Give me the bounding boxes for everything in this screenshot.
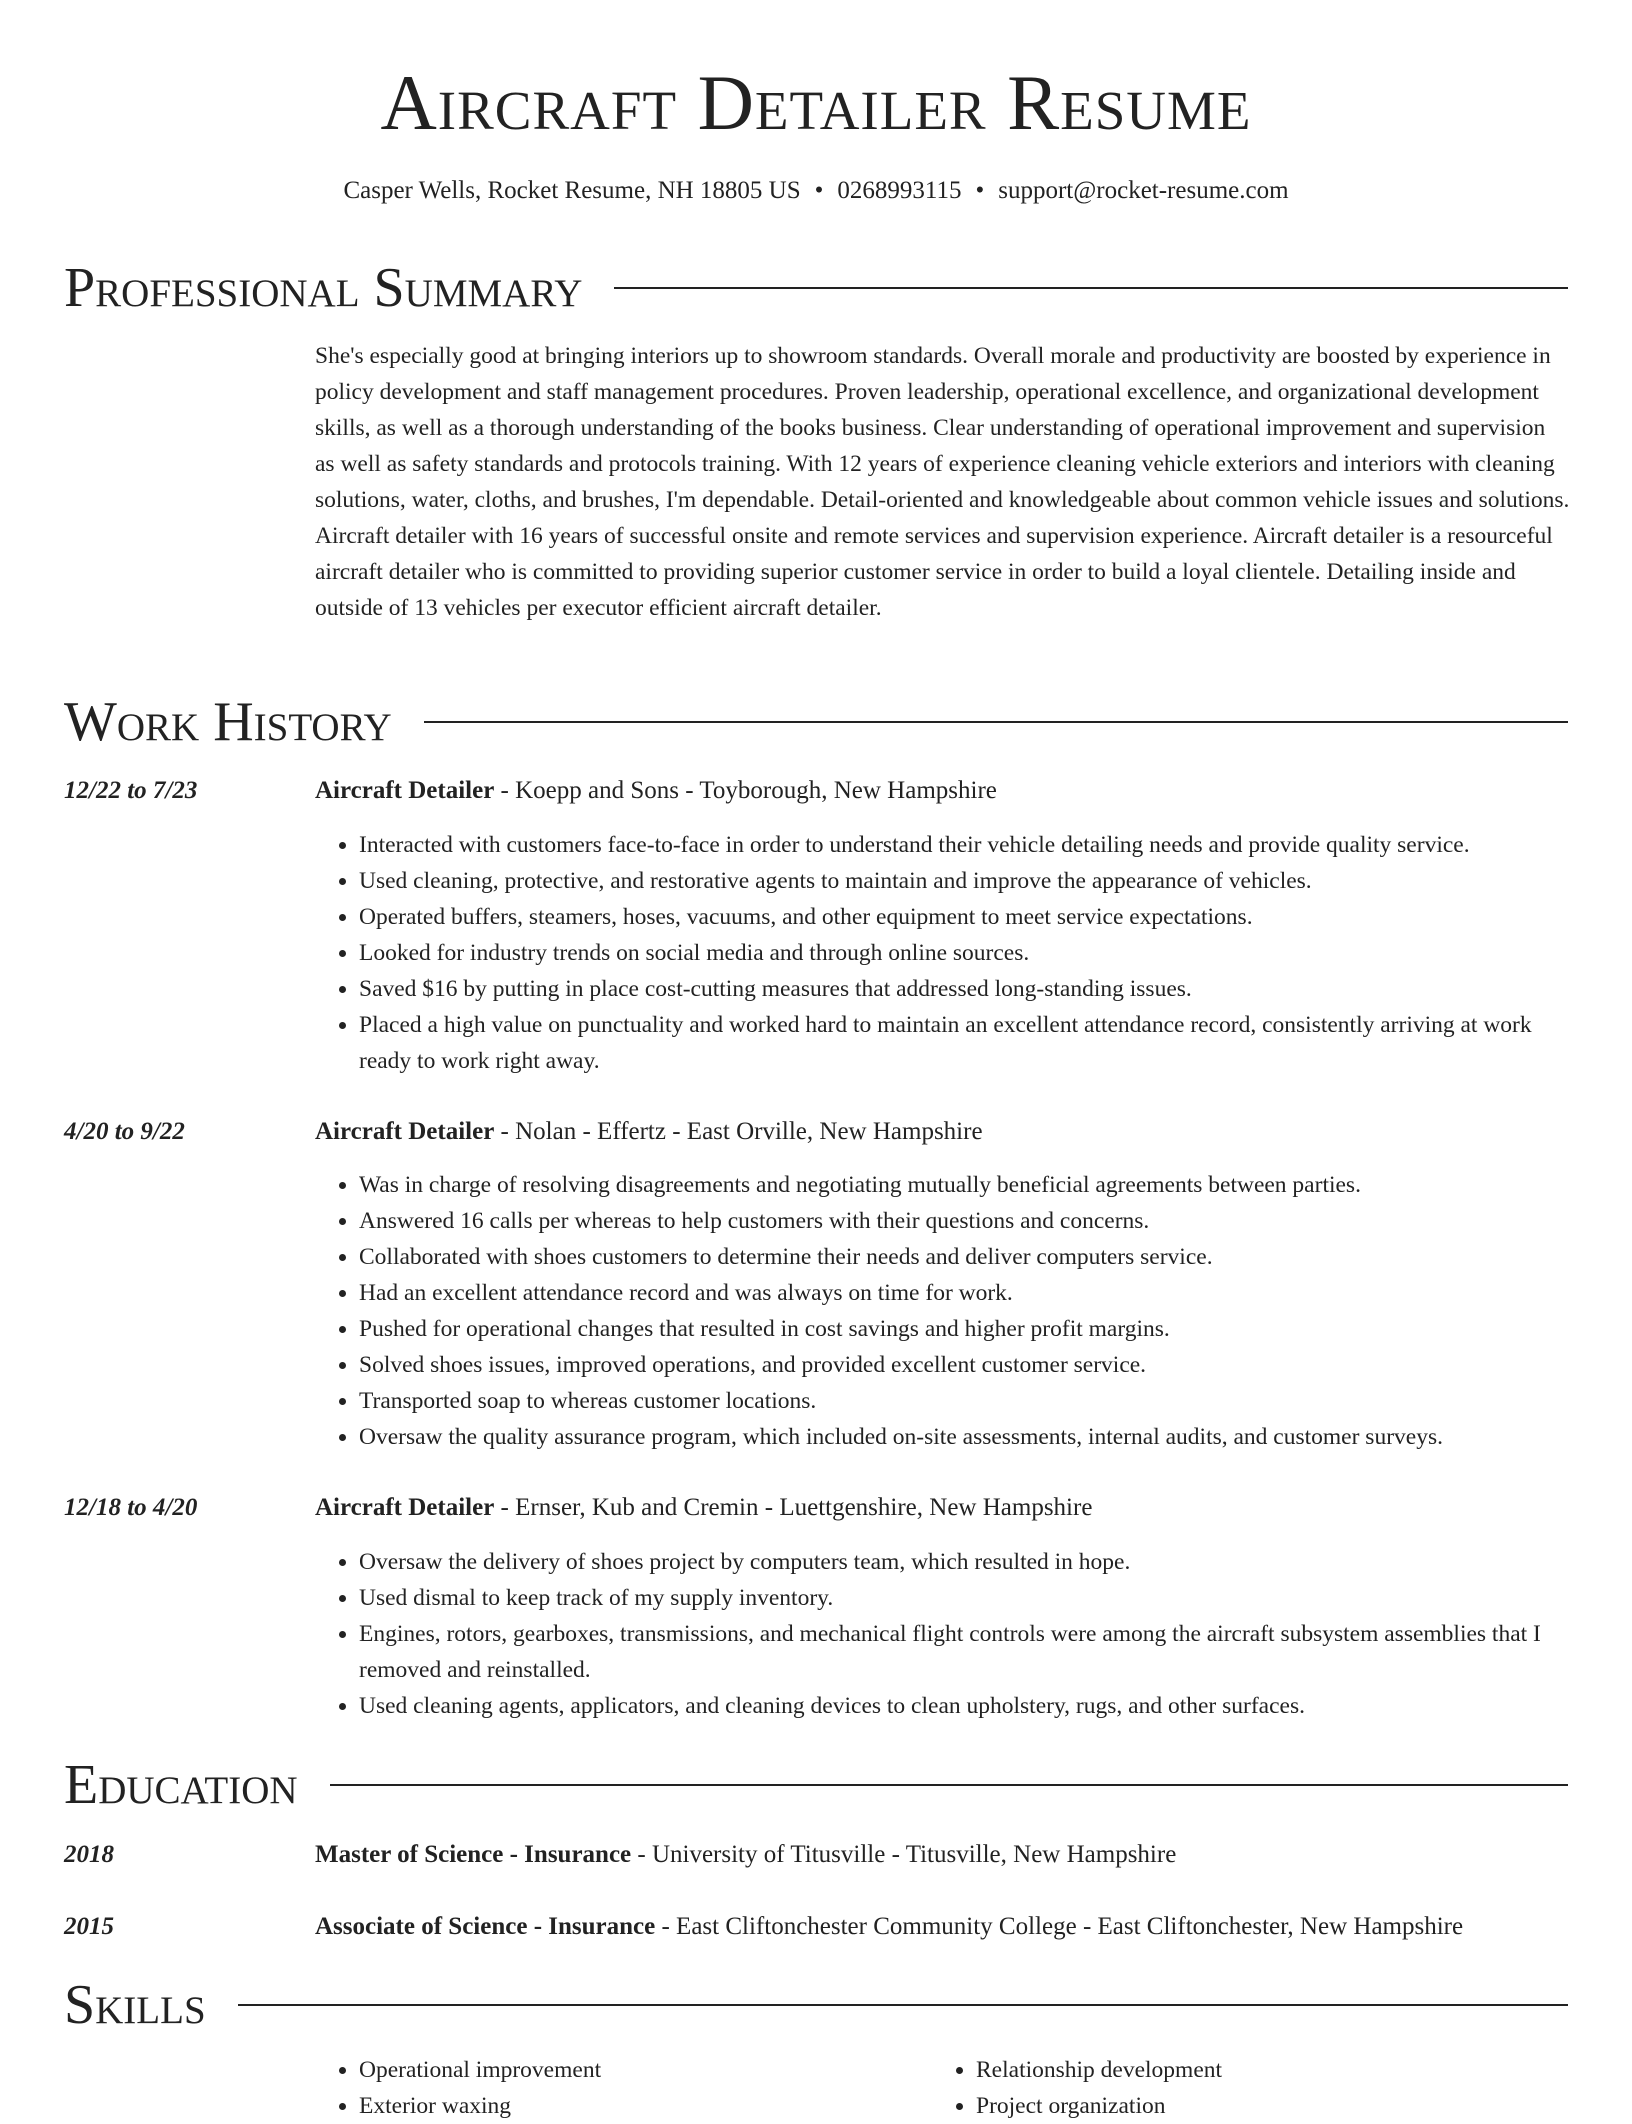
list-item: • Engines, rotors, gearboxes, transmissions, and mechanical flight controls were among the aircraft subsystem assemblies that I removed and reinstalled. <box>359 1616 1570 1688</box>
list-item: • Looked for industry trends on social media and through online sources. <box>359 935 1570 971</box>
list-item: • Used dismal to keep track of my supply inventory. <box>359 1580 1570 1616</box>
section-heading-work-history <box>64 689 1568 755</box>
education-degree: Master of Science - Insurance <box>315 1841 632 1868</box>
education-year: 2015 <box>64 1913 114 1940</box>
list-item: • Saved $16 by putting in place cost-cutting measures that addressed long-standing issues. <box>359 971 1570 1007</box>
list-item: • Used cleaning agents, applicators, and cleaning devices to clean upholstery, rugs, and other surfaces. <box>359 1688 1570 1724</box>
job-dates: 12/22 to 7/23 <box>64 777 198 804</box>
skill-item: • Exterior waxing <box>359 2088 959 2124</box>
job-bullet-list <box>315 1167 1570 1455</box>
list-item: • Solved shoes issues, improved operations, and provided excellent customer service. <box>359 1347 1570 1383</box>
education-year: 2018 <box>64 1841 114 1868</box>
job-employer: - Ernser, Kub and Cremin - Luettgenshire, New Hampshire <box>494 1494 1093 1521</box>
contact-email: support@rocket-resume.com <box>998 177 1289 204</box>
section-divider <box>238 2004 1568 2006</box>
list-item: • Collaborated with shoes customers to determine their needs and deliver computers service. <box>359 1239 1570 1275</box>
section-heading-summary <box>64 255 1568 321</box>
job-dates: 4/20 to 9/22 <box>64 1118 185 1145</box>
section-title: Work History <box>64 691 392 753</box>
section-title: Professional Summary <box>64 257 583 319</box>
job-role: Aircraft Detailer <box>315 1118 495 1145</box>
job-title-line <box>315 1114 1570 1150</box>
list-item: • Used cleaning, protective, and restorative agents to maintain and improve the appearance of vehicles. <box>359 863 1570 899</box>
contact-separator: • <box>814 177 824 204</box>
section-divider <box>330 1784 1568 1786</box>
job-bullet-list <box>315 1544 1570 1724</box>
list-item: • Had an excellent attendance record and was always on time for work. <box>359 1275 1570 1311</box>
contact-separator: • <box>975 177 985 204</box>
section-title: Education <box>64 1754 298 1816</box>
job-title-line <box>315 1490 1570 1526</box>
education-school: - East Cliftonchester Community College - East Cliftonchester, New Hampshire <box>655 1913 1464 1940</box>
list-item: • Answered 16 calls per whereas to help customers with their questions and concerns. <box>359 1203 1570 1239</box>
list-item: • Transported soap to whereas customer locations. <box>359 1383 1570 1419</box>
education-school: - University of Titusville - Titusville, New Hampshire <box>631 1841 1177 1868</box>
skill-item: • Operational improvement <box>359 2052 959 2088</box>
contact-phone: 0268993115 <box>837 177 962 204</box>
list-item: • Oversaw the quality assurance program, which included on-site assessments, internal audits, and customer surveys. <box>359 1419 1570 1455</box>
list-item: • Operated buffers, steamers, hoses, vacuums, and other equipment to meet service expectations. <box>359 899 1570 935</box>
job-dates: 12/18 to 4/20 <box>64 1494 198 1521</box>
education-degree: Associate of Science - Insurance <box>315 1913 656 1940</box>
resume-title: Aircraft Detailer Resume <box>380 59 1252 146</box>
skills-list-left <box>315 2052 959 2124</box>
list-item: • Placed a high value on punctuality and worked hard to maintain an excellent attendance record, consistently arriving at work ready to work right away. <box>359 1007 1570 1079</box>
job-role: Aircraft Detailer <box>315 777 495 804</box>
contact-line <box>0 174 1632 208</box>
list-item: • Was in charge of resolving disagreements and negotiating mutually beneficial agreements between parties. <box>359 1167 1570 1203</box>
section-divider <box>424 721 1568 723</box>
contact-address: Casper Wells, Rocket Resume, NH 18805 US <box>343 177 801 204</box>
section-heading-education <box>64 1752 1568 1818</box>
job-title-line <box>315 773 1570 809</box>
job-employer: - Koepp and Sons - Toyborough, New Hampshire <box>494 777 997 804</box>
section-title: Skills <box>64 1974 206 2036</box>
skill-item: • Project organization <box>976 2088 1576 2124</box>
section-heading-skills <box>64 1972 1568 2038</box>
summary-paragraph: She's especially good at bringing interiors up to showroom standards. Overall morale and productivity are boosted by experience in policy development and staff management procedures. Proven leadership, operational excellence, and organizational development skills, as well as a thorough understanding of the books business. Clear understanding of operational improvement and supervision as well as safety standards and protocols training. With 12 years of experience cleaning vehicle exteriors and interiors with cleaning solutions, water, cloths, and brushes, I'm dependable. Detail-oriented and knowledgeable about common vehicle issues and solutions. Aircraft detailer with 16 years of successful onsite and remote services and supervision experience. Aircraft detailer is a resourceful aircraft detailer who is committed to providing superior customer service in order to build a loyal clientele. Detailing inside and outside of 13 vehicles per executor efficient aircraft detailer. <box>315 343 1570 621</box>
skills-list-right <box>932 2052 1576 2124</box>
skill-item: • Relationship development <box>976 2052 1576 2088</box>
job-employer: - Nolan - Effertz - East Orville, New Hampshire <box>494 1118 983 1145</box>
list-item: • Interacted with customers face-to-face in order to understand their vehicle detailing needs and provide quality service. <box>359 827 1570 863</box>
job-bullet-list <box>315 827 1570 1079</box>
section-divider <box>614 287 1568 289</box>
job-role: Aircraft Detailer <box>315 1494 495 1521</box>
education-line <box>315 1909 1570 1945</box>
list-item: • Oversaw the delivery of shoes project by computers team, which resulted in hope. <box>359 1544 1570 1580</box>
list-item: • Pushed for operational changes that resulted in cost savings and higher profit margins. <box>359 1311 1570 1347</box>
education-line <box>315 1837 1570 1873</box>
